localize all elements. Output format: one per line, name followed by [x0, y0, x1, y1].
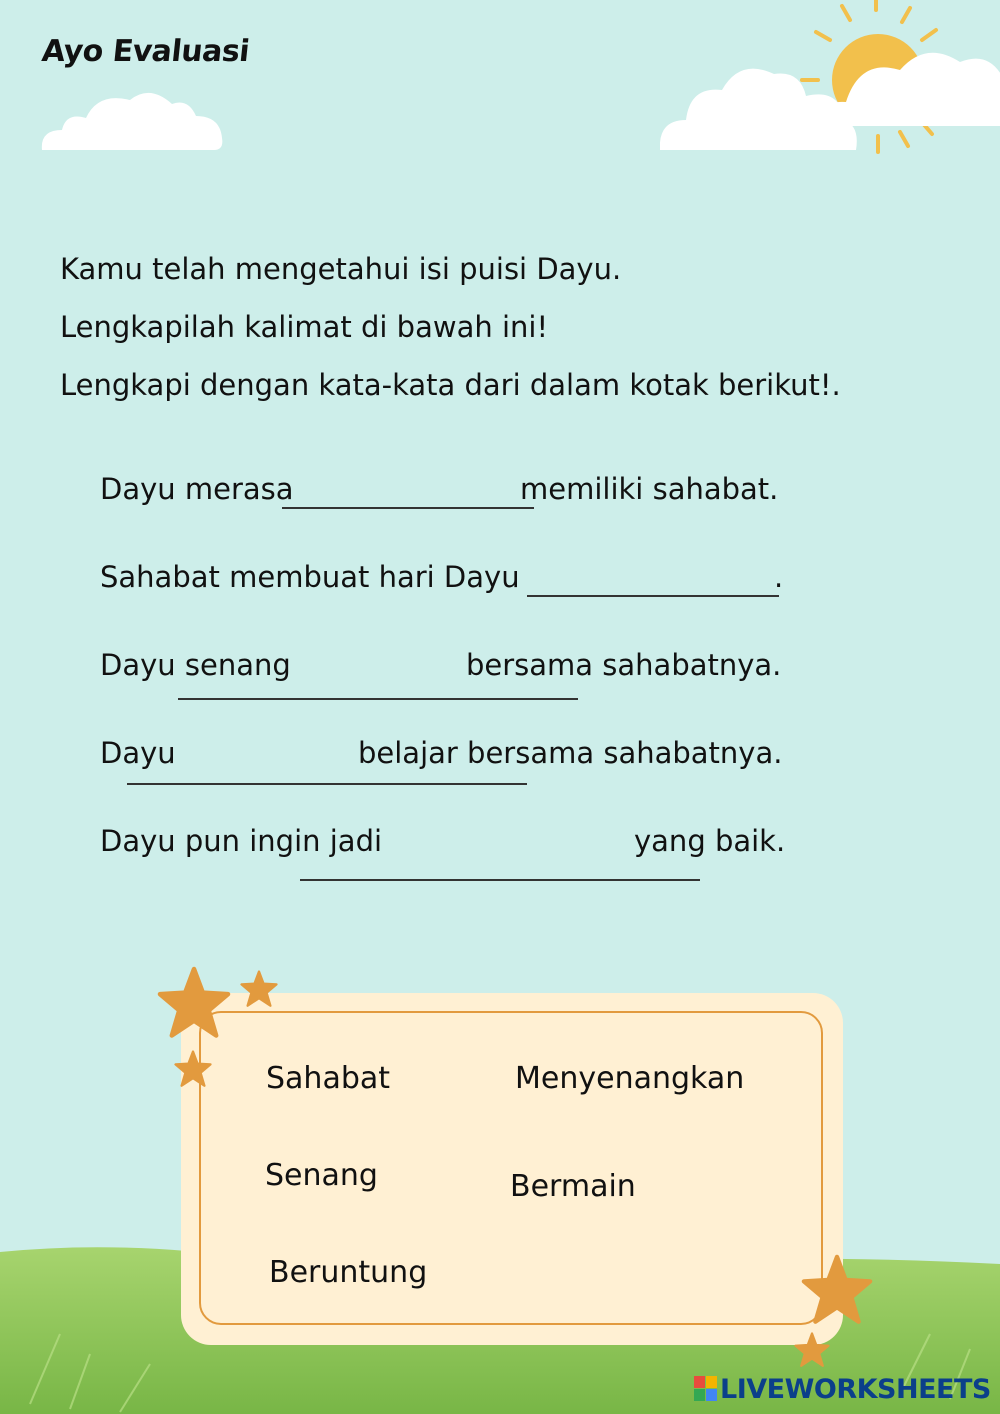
answer-blank-4[interactable] — [127, 783, 527, 785]
word-option-menyenangkan[interactable]: Menyenangkan — [515, 1061, 745, 1096]
cloud-icon — [38, 86, 228, 156]
answer-blank-2[interactable] — [527, 595, 779, 597]
answer-blank-3[interactable] — [178, 698, 578, 700]
sentence-3-after: bersama sahabatnya. — [466, 648, 782, 682]
sentence-1-after: memiliki sahabat. — [520, 472, 779, 506]
word-option-sahabat[interactable]: Sahabat — [266, 1061, 391, 1096]
sentence-2-after: . — [774, 560, 784, 594]
word-option-beruntung[interactable]: Beruntung — [269, 1255, 428, 1290]
liveworksheets-branding — [694, 1372, 991, 1406]
answer-blank-1[interactable] — [282, 507, 534, 509]
page-title: Ayo Evaluasi — [40, 34, 251, 69]
sentence-5-before: Dayu pun ingin jadi — [100, 824, 383, 858]
instruction-line-3: Lengkapi dengan kata-kata dari dalam kotak berikut!. — [60, 368, 841, 402]
answer-blank-5[interactable] — [300, 879, 700, 881]
star-icon — [174, 1050, 212, 1088]
star-icon — [794, 1332, 830, 1368]
sentence-3-before: Dayu senang — [100, 648, 291, 682]
word-option-senang[interactable]: Senang — [265, 1158, 378, 1193]
cloud-icon — [660, 40, 1000, 160]
instruction-line-2: Lengkapilah kalimat di bawah ini! — [60, 310, 549, 344]
sentence-5-after: yang baik. — [634, 824, 786, 858]
word-option-bermain[interactable]: Bermain — [510, 1169, 636, 1204]
star-icon — [800, 1254, 874, 1326]
brand-text: LIVEWORKSHEETS — [720, 1373, 991, 1405]
sentence-4-after: belajar bersama sahabatnya. — [358, 736, 783, 770]
sentence-4-before: Dayu — [100, 736, 176, 770]
instruction-line-1: Kamu telah mengetahui isi puisi Dayu. — [60, 252, 622, 286]
star-icon — [240, 970, 278, 1008]
sentence-1-before: Dayu merasa — [100, 472, 294, 506]
star-icon — [156, 966, 232, 1040]
liveworksheets-logo-icon — [694, 1376, 718, 1402]
sentence-2-before: Sahabat membuat hari Dayu — [100, 560, 520, 594]
